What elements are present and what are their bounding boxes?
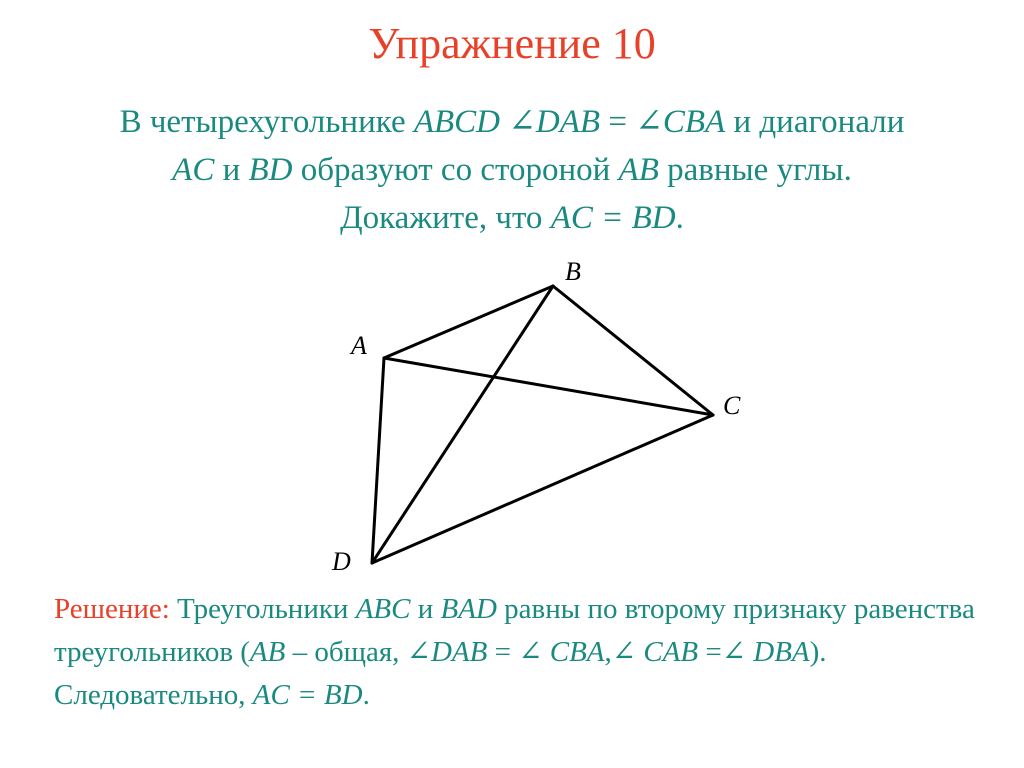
side-da-line [372,358,384,563]
solution-conclusion: AC = BD [252,679,363,711]
solution-text-3: – общая, [285,636,407,668]
side-cd-line [372,415,713,563]
claim-ac-eq-bd: AC = BD [550,200,676,236]
solution-angle-dab: ∠DAB [406,636,488,668]
solution-text [54,588,994,717]
diagonal-bd: BD [248,152,293,188]
problem-period: . [675,200,684,236]
vertex-label-d: D [332,547,351,576]
vertex-label-a: A [351,331,367,360]
side-bc-line [553,286,713,415]
solution-and: и [410,593,441,625]
solution-angle-dba: ∠ DBA [721,636,810,668]
vertex-label-b: B [565,257,581,286]
problem-text-3: образуют со стороной [292,152,619,188]
problem-text-4: равные углы. Докажите, что [340,152,852,236]
solution-period: . [362,679,370,711]
solution-lead: Решение: [54,593,170,625]
problem-and: и [214,152,249,188]
problem-text-2: и диагонали [725,104,905,140]
equals-sign: = [600,104,636,140]
quadrilateral-name: ABCD [413,104,501,140]
angle-dab: ∠DAB [508,104,601,140]
solution-text-2: равны по второму признаку равенства треугольников ( [54,593,975,668]
angle-cba: ∠CBA [635,104,726,140]
solution-angle-cab: ∠ CAB [611,636,699,668]
diagonal-ac: AC [172,152,215,188]
side-ab-line [384,286,553,358]
triangle-bad: BAD [440,593,497,625]
problem-text-1: В четырехугольнике [119,104,414,140]
solution-equals-2: = [698,636,722,668]
side-ab: AB [618,152,659,188]
vertex-label-c: C [723,391,741,420]
slide-title: Упражнение 10 [368,19,656,68]
solution-text-1: Треугольники [169,593,356,625]
common-side-ab: AB [249,636,286,668]
triangle-abc: ABC [355,593,411,625]
diagonal-bd-line [372,286,553,563]
solution-angle-cba: ∠ CBA [518,636,605,668]
solution-comma: , [604,636,612,668]
solution-text-4: ). Следовательно, [54,636,827,711]
solution-equals-1: = [487,636,519,668]
diagonal-ac-line [384,358,713,415]
